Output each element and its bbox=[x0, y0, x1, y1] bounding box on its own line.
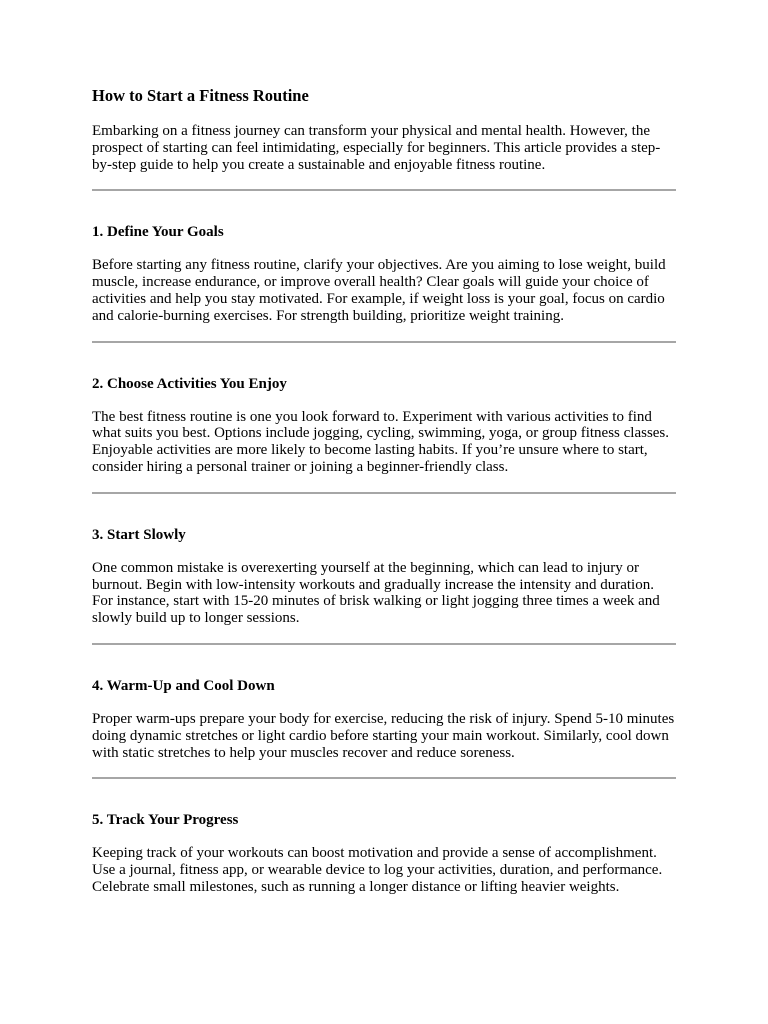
section-heading-warm-up: 4. Warm-Up and Cool Down bbox=[92, 677, 275, 694]
section-divider bbox=[92, 777, 676, 779]
section-divider bbox=[92, 189, 676, 191]
section-body-warm-up: Proper warm-ups prepare your body for exercise, reducing the risk of injury. Spend 5-10 minutes doing dynamic stretches or light cardio before starting your main workout. Similarly, cool down with static stretches to help your muscles recover and reduce soreness. bbox=[92, 710, 675, 761]
section-body-activities: The best fitness routine is one you look forward to. Experiment with various activities to find what suits you best. Options include jogging, cycling, swimming, yoga, or group fitness classes. Enjoyable activities are more likely to become lasting habits. If you’re unsure where to start, consider hiring a personal trainer or joining a beginner-friendly class. bbox=[92, 408, 670, 475]
section-body-start-slowly: One common mistake is overexerting yourself at the beginning, which can lead to injury or burnout. Begin with low-intensity workouts and gradually increase the intensity and duration. For instance, start with 15-20 minutes of brisk walking or light jogging three times a week and slowly build up to longer sessions. bbox=[92, 559, 660, 627]
section-body-goals: Before starting any fitness routine, clarify your objectives. Are you aiming to lose weight, build muscle, increase endurance, or improve overall health? Clear goals will guide your choice of activities and help you stay motivated. For example, if weight loss is your goal, focus on cardio and calorie-burning exercises. For strength building, prioritize weight training. bbox=[92, 257, 666, 324]
section-heading-goals: 1. Define Your Goals bbox=[92, 224, 224, 241]
intro-paragraph: Embarking on a fitness journey can transform your physical and mental health. However, the prospect of starting can feel intimidating, especially for beginners. This article provides a step-by-step guide to help you create a sustainable and enjoyable fitness routine. bbox=[92, 123, 661, 173]
section-divider bbox=[92, 341, 676, 343]
section-heading-start-slowly: 3. Start Slowly bbox=[92, 526, 186, 543]
section-body-track-progress: Keeping track of your workouts can boost motivation and provide a sense of accomplishment. Use a journal, fitness app, or wearable device to log your activities, duration, and performance. Celebrate small milestones, such as running a longer distance or lifting heavier weights. bbox=[92, 845, 663, 895]
section-divider bbox=[92, 643, 676, 645]
section-heading-track-progress: 5. Track Your Progress bbox=[92, 812, 239, 829]
section-heading-activities: 2. Choose Activities You Enjoy bbox=[92, 375, 287, 392]
section-divider bbox=[92, 492, 676, 494]
document-title: How to Start a Fitness Routine bbox=[92, 86, 309, 105]
